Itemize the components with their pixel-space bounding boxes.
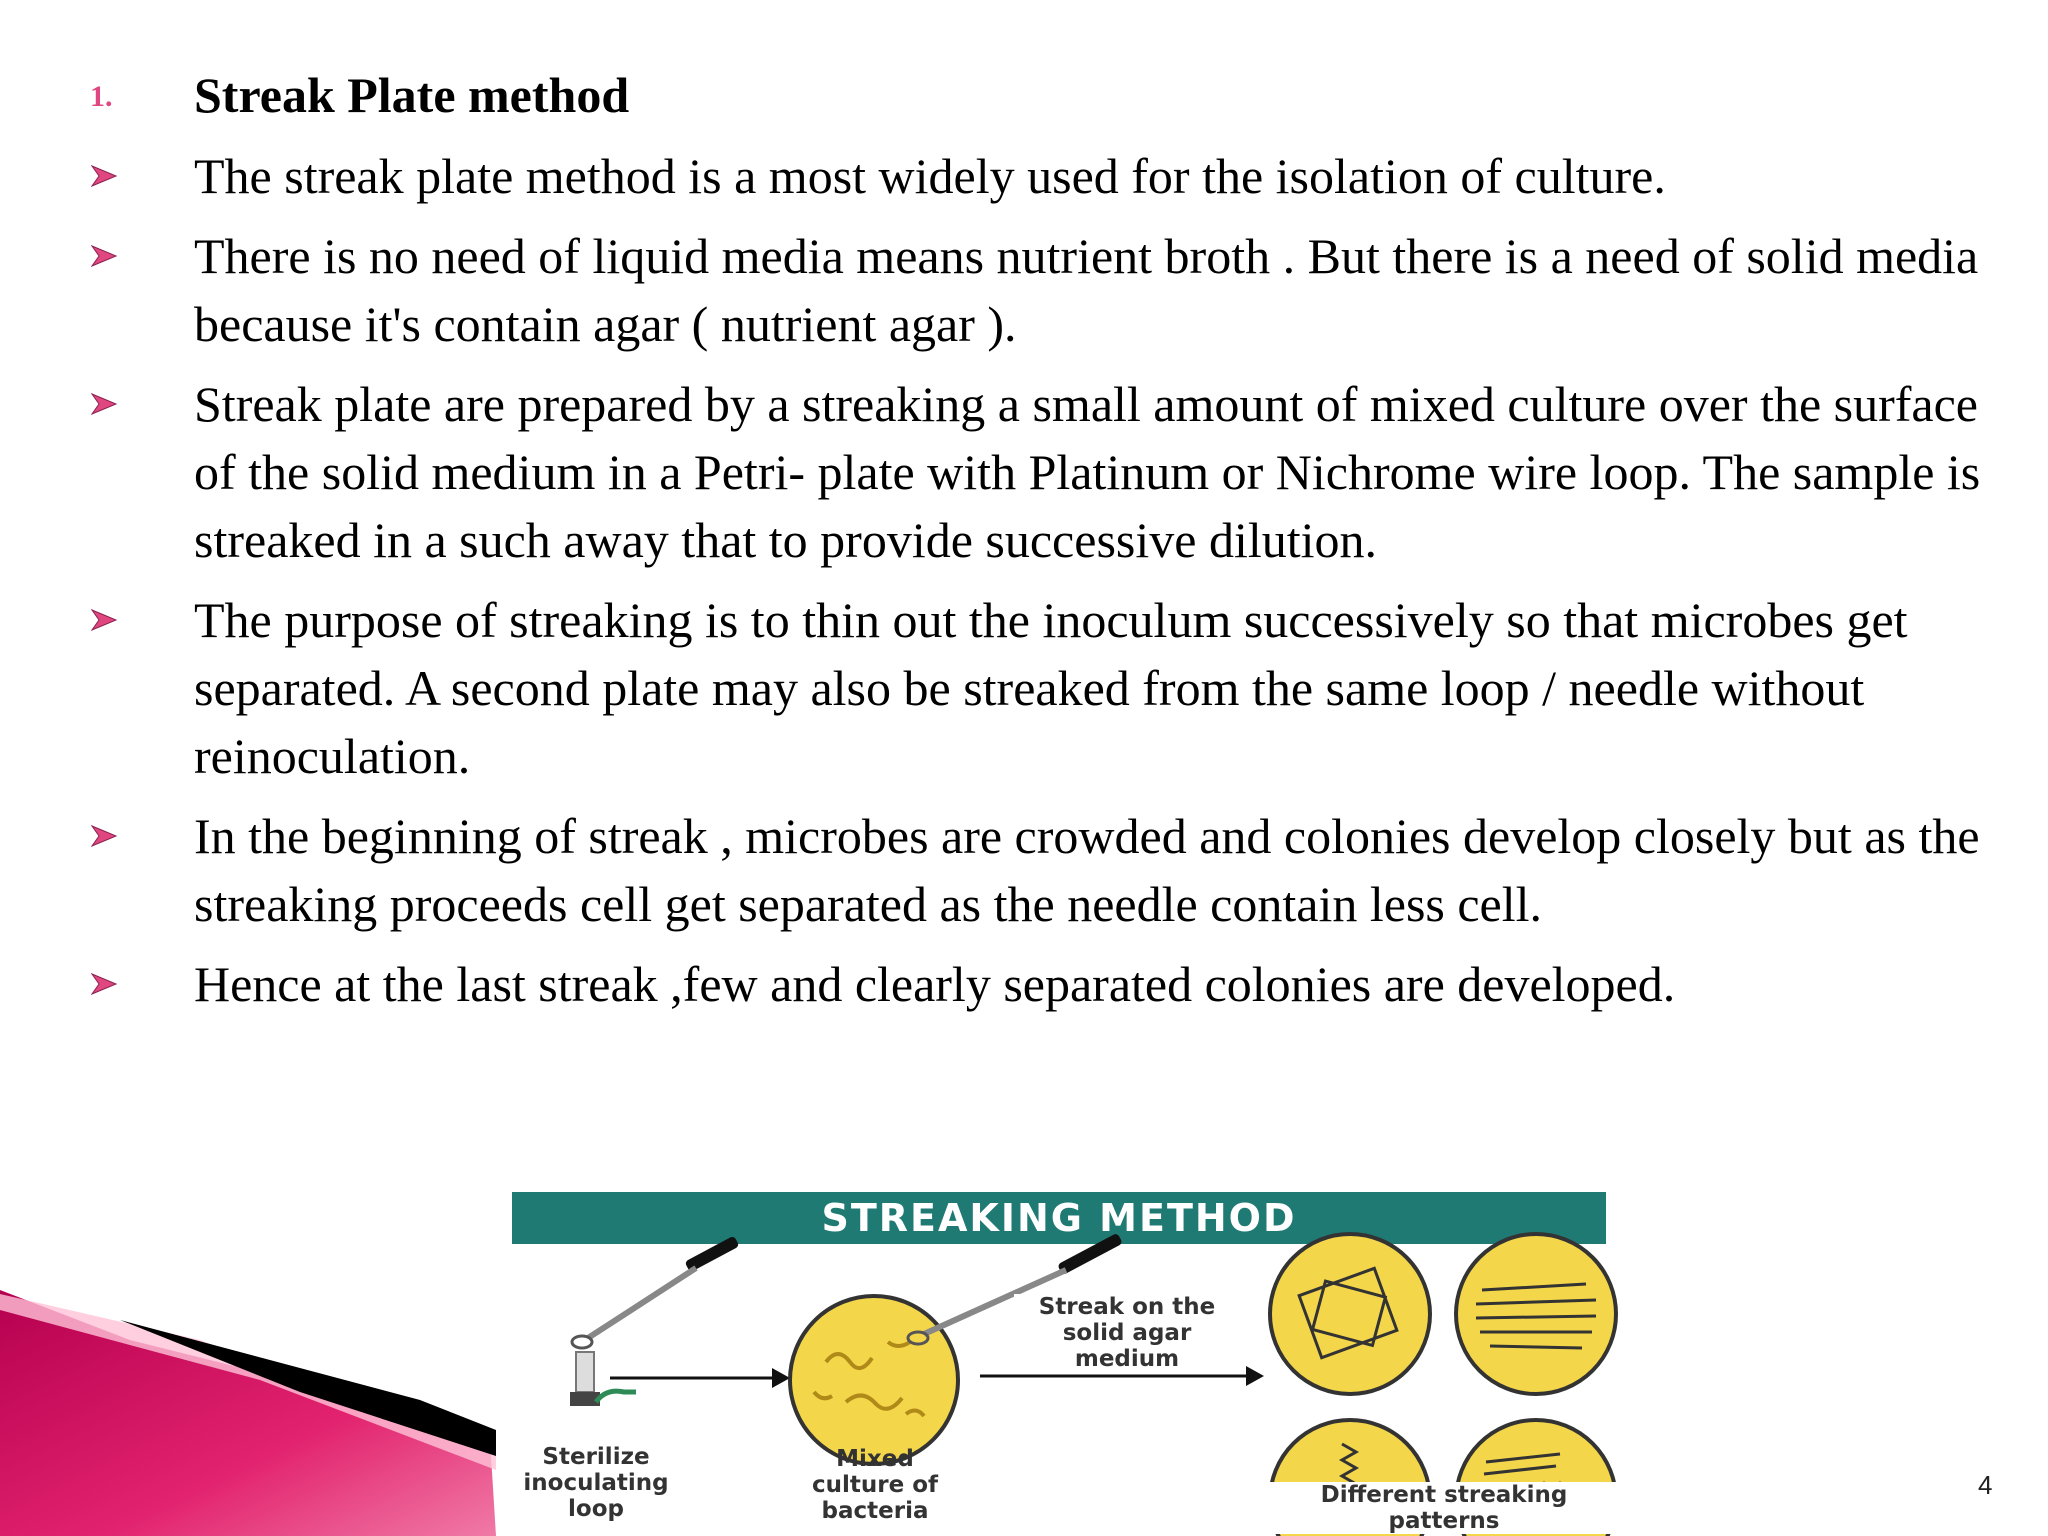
label-streak-patterns: Different streaking patterns (1266, 1482, 1622, 1534)
arrowhead-bullet-icon (90, 825, 118, 847)
arrowhead-bullet-icon (90, 245, 118, 267)
list-item (90, 802, 1990, 938)
list-item (90, 222, 1990, 358)
list-item (90, 370, 1990, 574)
inoculating-loop-icon (570, 1236, 740, 1406)
streak-pattern-plate-icon (1456, 1234, 1616, 1394)
arrowhead-bullet-icon (90, 165, 118, 187)
heading-title: Streak Plate method (194, 67, 630, 123)
label-mixed-culture: Mixed culture of bacteria (811, 1446, 939, 1524)
arrowhead-bullet-icon (90, 393, 118, 415)
streak-pattern-plate-icon (1270, 1234, 1430, 1394)
page-number: 4 (1978, 1470, 1993, 1500)
bullet-text: In the beginning of streak , microbes are crowded and colonies develop closely but as the streaking proceeds cell get separated as the needle contain less cell. (194, 808, 1980, 932)
figure-title: STREAKING METHOD (821, 1196, 1297, 1240)
streaking-method-figure (496, 1192, 1636, 1536)
bullet-text: The purpose of streaking is to thin out the inoculum successively so that microbes get separated. A second plate may also be streaked from the same loop / needle without reinoculation. (194, 592, 1908, 784)
label-sterilize-loop: Sterilize inoculating loop (523, 1444, 669, 1522)
mixed-culture-plate-icon (790, 1296, 958, 1464)
arrowhead-bullet-icon (90, 973, 118, 995)
decorative-corner-shape (0, 1280, 496, 1536)
label-streak-medium: Streak on the solid agar medium (1014, 1294, 1240, 1372)
list-item (90, 586, 1990, 790)
bullet-text: There is no need of liquid media means nutrient broth . But there is a need of solid media because it's contain agar ( nutrient agar ). (194, 228, 1979, 352)
bullet-text: Hence at the last streak ,few and clearly separated colonies are developed. (194, 956, 1676, 1012)
list-item (90, 142, 1990, 210)
arrowhead-bullet-icon (90, 609, 118, 631)
bullet-text: The streak plate method is a most widely used for the isolation of culture. (194, 148, 1666, 204)
arrow-icon (610, 1368, 790, 1388)
heading-number: 1. (90, 80, 113, 113)
list-item (90, 950, 1990, 1018)
bullet-list (90, 142, 1990, 1030)
bullet-text: Streak plate are prepared by a streaking a small amount of mixed culture over the surface of the solid medium in a Petri- plate with Platinum or Nichrome wire loop. The sample is streaked in a such away that to provide successive dilution. (194, 376, 1981, 568)
